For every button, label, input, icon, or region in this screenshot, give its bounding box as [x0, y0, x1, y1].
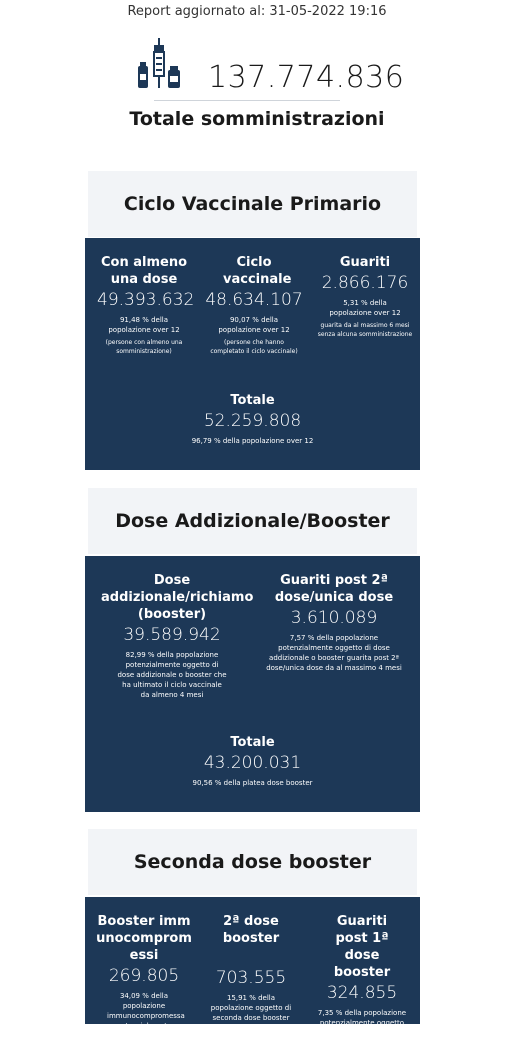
stat-percentage: 7,57 % della popolazione potenzialmente oggetto di dose addizionale o booster guarita post 2ª dose/unica dose da al massimo 4 mesi	[266, 634, 402, 672]
stat-almeno-una-dose	[97, 254, 195, 356]
stat-label: Booster immunocompromessi	[96, 914, 192, 963]
stat-value: 324.855	[326, 983, 398, 1003]
stat-label: Con almeno una dose	[100, 255, 188, 287]
stat-note: (persone che hanno completato il ciclo vaccinale)	[210, 339, 298, 355]
section-title-primary: Ciclo Vaccinale Primario	[88, 171, 417, 237]
panel-primary	[85, 238, 420, 470]
stat-note: (persone con almeno una somministrazione)	[105, 339, 183, 355]
stat-totale	[85, 392, 420, 446]
stat-value: 39.589.942	[123, 625, 221, 645]
stat-guariti	[317, 254, 413, 339]
stat-label: Dose addizionale/richiamo (booster)	[101, 573, 254, 622]
stat-label: Guariti	[339, 255, 391, 270]
stat-label: Totale	[230, 393, 275, 408]
stat-booster-immunocompromessi	[93, 913, 195, 1041]
stat-percentage: 34,09 % della popolazione immunocompromessa potenzialmente oggetto	[107, 992, 185, 1040]
stat-value: 43.200.031	[203, 753, 302, 773]
stat-value: 269.805	[108, 966, 180, 986]
stat-label: Totale	[230, 735, 275, 750]
stat-value: 2.866.176	[321, 273, 409, 293]
stat-percentage: 96,79 % della popolazione over 12	[191, 437, 314, 445]
report-date: Report aggiornato al: 31-05-2022 19:16	[127, 4, 387, 19]
stat-value: 49.393.632	[97, 290, 195, 310]
vaccine-vials-icon	[137, 38, 181, 90]
divider	[154, 100, 340, 101]
stat-percentage: 90,56 % della platea dose booster	[192, 779, 313, 787]
stat-label: Guariti post 1ª dose booster	[333, 914, 391, 980]
stat-label: Guariti post 2ª dose/unica dose	[274, 573, 394, 605]
stat-percentage: 82,99 % della popolazione potenzialmente oggetto di dose addizionale o booster che ha ultimato il ciclo vaccinale da almeno 4 mesi	[117, 651, 227, 699]
total-administrations-label: Totale somministrazioni	[129, 108, 385, 130]
panel-booster	[85, 556, 420, 812]
section-title-booster: Dose Addizionale/Booster	[88, 488, 417, 554]
stat-value: 703.555	[215, 968, 287, 988]
stat-percentage: 15,91 % della popolazione oggetto di seconda dose booster	[210, 994, 292, 1022]
stat-guariti-post-dose	[257, 572, 411, 673]
stat-percentage: 5,31 % della popolazione over 12	[329, 299, 401, 317]
stat-label: Ciclo vaccinale	[223, 255, 292, 287]
stat-totale	[85, 734, 420, 788]
stat-value: 52.259.808	[203, 411, 302, 431]
stat-percentage: 7,35 % della popolazione potenzialmente oggetto di 2ª dose booster	[317, 1009, 407, 1037]
stat-seconda-dose-booster	[203, 913, 299, 1023]
stat-percentage: 90,07 % della popolazione over 12	[218, 316, 290, 334]
section-title-second-booster: Seconda dose booster	[88, 829, 417, 895]
stat-value: 48.634.107	[205, 290, 303, 310]
stat-label: 2ª dose booster	[222, 914, 280, 946]
panel-second-booster	[85, 897, 420, 1040]
stat-value: 3.610.089	[290, 608, 378, 628]
stat-dose-addizionale	[97, 572, 254, 700]
total-administrations-value: 137.774.836	[208, 60, 405, 95]
stat-note: guarita da al massimo 6 mesi senza alcuna somministrazione	[317, 322, 413, 338]
stat-ciclo-vaccinale	[203, 254, 305, 356]
stat-percentage: 91,48 % della popolazione over 12	[108, 316, 180, 334]
stat-guariti-post-booster	[311, 913, 413, 1038]
